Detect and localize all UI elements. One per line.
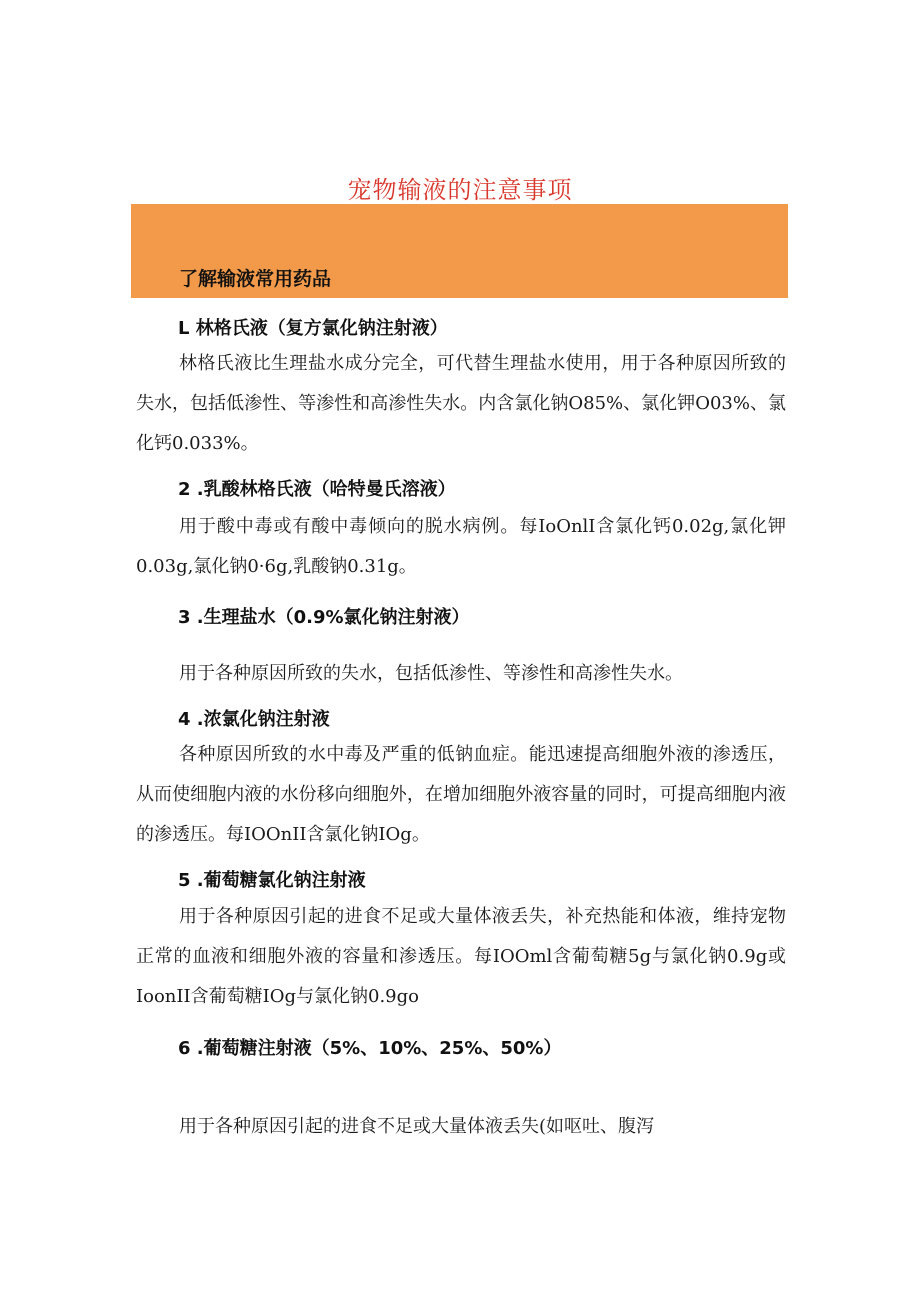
section-body-1: 林格氏液比生理盐水成分完全，可代替生理盐水使用，用于各种原因所致的失水，包括低渗性、等渗性和高渗性失水。内含氯化钠O85%、氯化钾O03%、氯化钙0.033%。 bbox=[136, 353, 786, 454]
section-heading-6: 6 .葡萄糖注射液（5%、10%、25%、50%） bbox=[178, 1038, 562, 1059]
document-title: 宠物输液的注意事项 bbox=[347, 176, 573, 204]
section-banner bbox=[131, 204, 788, 298]
section-body-2: 用于酸中毒或有酸中毒倾向的脱水病例。每IoOnlI含氯化钙0.02g,氯化钾0.03g,氯化钠0·6g,乳酸钠0.31g。 bbox=[136, 516, 786, 577]
section-body-4: 各种原因所致的水中毒及严重的低钠血症。能迅速提高细胞外液的渗透压，从而使细胞内液的水份移向细胞外，在增加细胞外液容量的同时，可提高细胞内液的渗透压。每IOOnII含氯化钠IOg。 bbox=[136, 744, 786, 845]
section-heading-5: 5 .葡萄糖氯化钠注射液 bbox=[178, 870, 366, 891]
section-heading-2: 2 .乳酸林格氏液（哈特曼氏溶液） bbox=[178, 479, 456, 500]
section-body-6: 用于各种原因引起的进食不足或大量体液丢失(如呕吐、腹泻 bbox=[179, 1116, 655, 1137]
section-body-5: 用于各种原因引起的进食不足或大量体液丢失，补充热能和体液，维持宠物正常的血液和细胞外液的容量和渗透压。每IOOml含葡萄糖5g与氯化钠0.9g或IoonII含葡萄糖IOg与氯化钠0.9go bbox=[136, 906, 786, 1007]
section-heading-1: L 林格氏液（复方氯化钠注射液） bbox=[178, 318, 448, 339]
section-heading-3: 3 .生理盐水（0.9%氯化钠注射液） bbox=[178, 607, 470, 628]
section-heading-4: 4 .浓氯化钠注射液 bbox=[178, 709, 330, 730]
banner-heading: 了解输液常用药品 bbox=[179, 268, 332, 290]
section-body-3: 用于各种原因所致的失水，包括低渗性、等渗性和高渗性失水。 bbox=[179, 663, 683, 684]
